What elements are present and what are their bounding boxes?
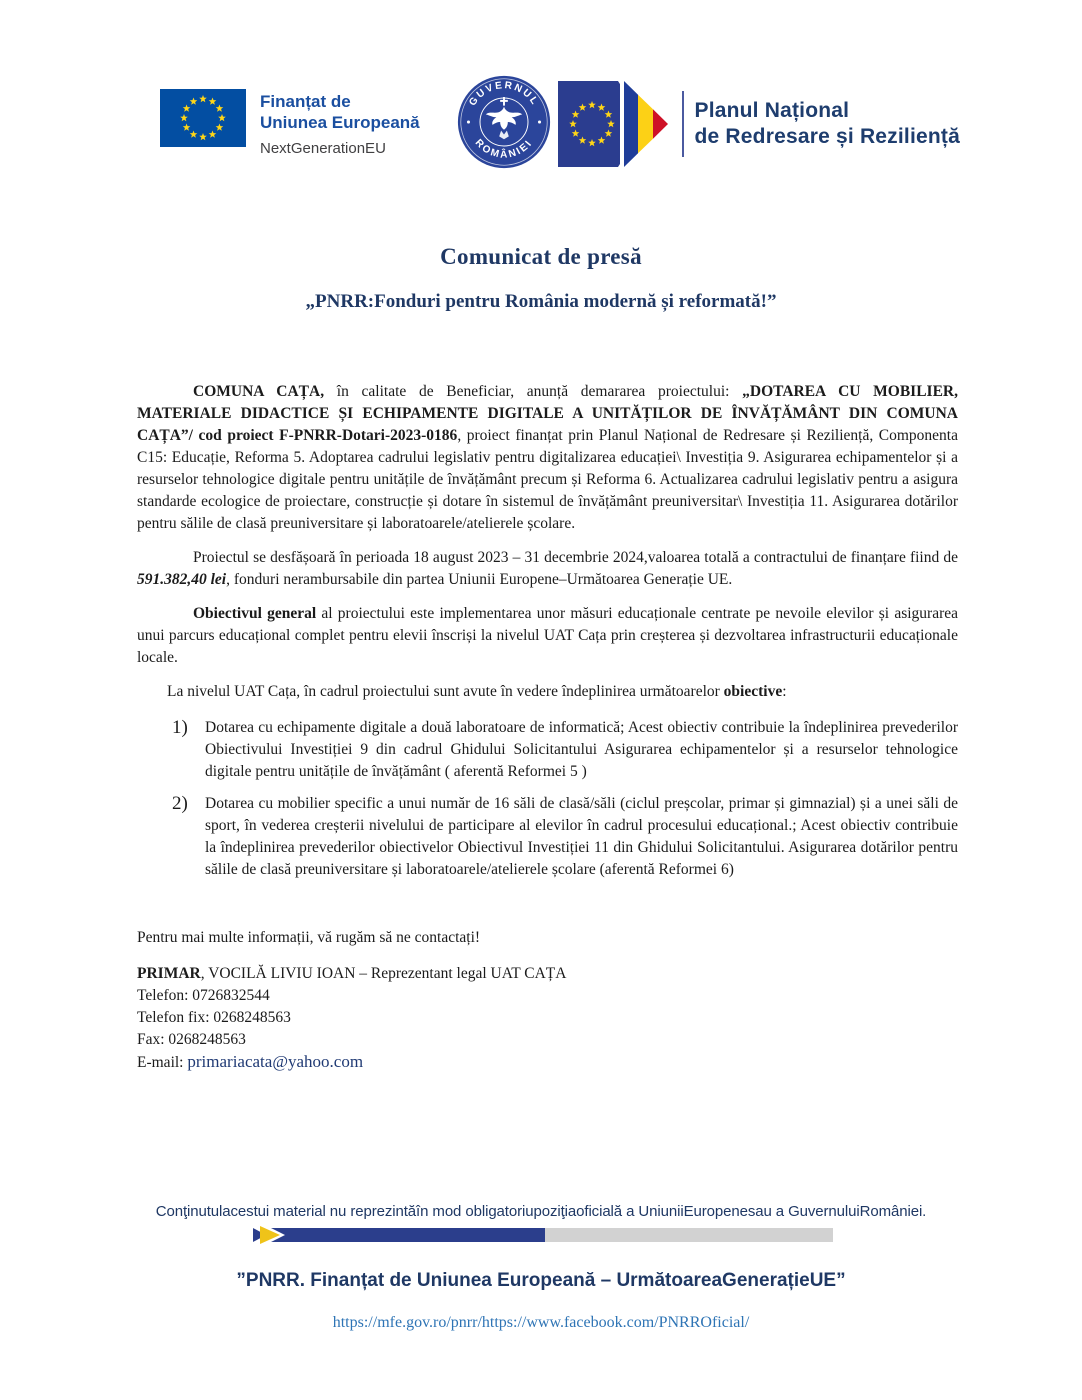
eu-funded-logo [160, 89, 420, 159]
eu-logo-line1: Finanțat de [260, 92, 351, 111]
eu-logo-text [260, 89, 420, 159]
eu-flag-icon [160, 89, 246, 147]
contact-fax: Fax: 0268248563 [137, 1031, 246, 1048]
footer-section [0, 1203, 1082, 1332]
gov-seal-icon [456, 74, 552, 170]
header-logos [160, 76, 960, 172]
objective-2-text: Dotarea cu mobilier specific a unui număr de 16 săli de clasă/săli (ciclul preșcolar, primar și gimnazial) și a unei săli de sport, în vederea creșterii nivelului de participare al elevilor în cadrul procesului educațional.; Acest obiectiv contribuie la îndeplinirea prevederilor obiectivelor Obiectivul Investiției 11 din Ghidului Solicitantului. Asigurarea dotărilor pentru sălile de clasă preuniversitare și laboratoarele/atelierele școlare (aferentă Reformei 6) [205, 795, 958, 878]
pnrr-logo-line2: de Redresare și Reziliență [694, 125, 960, 148]
objective-1-number: 1) [172, 717, 188, 738]
objective-1-text: Dotarea cu echipamente digitale a două laboratoare de informatică; Acest obiectiv contribuie la îndeplinirea prevederilor Obiectivului Investiției 9 din cadrul Ghidului Solicitantului Asigurarea echipamentelor și a resurselor tehnologice digitale pentru unitățile de învățământ ( aferentă Reformei 5 ) [205, 719, 958, 780]
contact-email-row [137, 1051, 958, 1074]
footer-decorative-bar [253, 1226, 1082, 1244]
pnrr-logo-line1: Planul Național [694, 99, 850, 122]
paragraph-project-announcement: COMUNA CAȚA, în calitate de Beneficiar, anunță demararea proiectului: „DOTAREA CU MOBILIER, MATERIALE DIDACTICE ȘI ECHIPAMENTE DIGITALE A UNITĂȚILOR DE ÎNVĂȚĂMÂNT DIN COMUNA CAȚA”/ cod proiect F-PNRR-Dotari-2023-0186, proiect finanțat prin Planul Național de Redresare și Reziliență, Componenta C15: Educație, Reforma 5. Adoptarea cadrului legislativ pentru digitalizarea educației\ Investiția 9. Asigurarea echipamentelor și a resurselor tehnologice digitale pentru unitățile de învățământ precum și Reforma 6. Actualizarea cadrului legislativ pentru a asigura standarde ecologice de proiectare, construcție și dotare în sistemul de învățământ preuniversitar\ Investiția 11. Asigurarea dotărilor pentru sălile de clasă preuniversitare și laboratoarele/atelierele școlare. [137, 383, 958, 532]
objective-2-number: 2) [172, 793, 188, 814]
footer-statement: ”PNRR. Finanțat de Uniunea Europeană – UrmătoareaGenerațieUE” [236, 1270, 846, 1291]
pnrr-logo [558, 81, 960, 167]
page-subtitle: „PNRR:Fonduri pentru România modernă și reformată!” [305, 291, 777, 312]
footer-bar-icon [253, 1226, 835, 1244]
pnrr-arrows-icon [558, 81, 672, 167]
objective-item-2 [172, 793, 958, 881]
contract-value: 591.382,40 lei [137, 571, 227, 588]
paragraph-general-objective: Obiectivul general al proiectului este implementarea unor măsuri educaționale centrate pe nevoile elevilor și asigurarea unui parcurs educațional complet pentru elevii înscriși la nivelul UAT Cața prin creșterea și dezvoltarea infrastructurii educaționale locale. [137, 605, 959, 666]
contact-phone: Telefon: 0726832544 [137, 987, 270, 1004]
email-label: E-mail: [137, 1054, 188, 1071]
footer-disclaimer: Conţinutulacestui material nu reprezintăîn mod obligatoriupoziţiaoficială a UniuniiEuropenesau a GuvernuluiRomâniei. [155, 1203, 927, 1220]
paragraph-objectives-intro: La nivelul UAT Cața, în cadrul proiectului sunt avute în vedere îndeplinirea următoarelor obiective: [167, 683, 787, 700]
eu-logo-line2: Uniunea Europeană [260, 113, 420, 132]
document-body [0, 381, 1082, 881]
beneficiary-name: COMUNA CAȚA, [193, 383, 325, 400]
eu-logo-line3: NextGenerationEU [260, 140, 386, 157]
gov-seal-top-text: GUVERNUL [467, 79, 541, 108]
footer-link-row [0, 1314, 1082, 1332]
pnrr-logo-text [694, 98, 960, 150]
pnrr-logo-divider [682, 91, 684, 157]
paragraph-project-period: Proiectul se desfășoară în perioada 18 august 2023 – 31 decembrie 2024,valoarea totală a contractului de finanțare fiind de 591.382,40 lei, fonduri nerambursabile din partea Uniunii Europene–Următoarea Generație UE. [137, 549, 958, 588]
contact-section [0, 927, 1082, 1074]
page-title: Comunicat de presă [440, 244, 642, 269]
project-title: „DOTAREA CU MOBILIER, MATERIALE DIDACTICE ȘI ECHIPAMENTE DIGITALE A UNITĂȚILOR DE ÎNVĂȚĂMÂNT DIN COMUNA CAȚA”/ cod proiect F-PNRR-Dotari-2023-0186 [137, 383, 958, 444]
email-link[interactable]: primariacata@yahoo.com [187, 1052, 364, 1071]
gov-romania-seal [456, 74, 552, 175]
footer-link[interactable]: https://mfe.gov.ro/pnrr/https://www.facebook.com/PNRROficial/ [332, 1314, 750, 1331]
objective-item-1 [172, 717, 958, 783]
contact-intro: Pentru mai multe informații, vă rugăm să ne contactați! [137, 929, 481, 946]
gov-seal-bottom-text: ROMÂNIEI [472, 136, 536, 161]
contact-representative: PRIMAR, VOCILĂ LIVIU IOAN – Reprezentant legal UAT CAȚA [137, 965, 567, 982]
contact-phone-fix: Telefon fix: 0268248563 [137, 1009, 291, 1026]
